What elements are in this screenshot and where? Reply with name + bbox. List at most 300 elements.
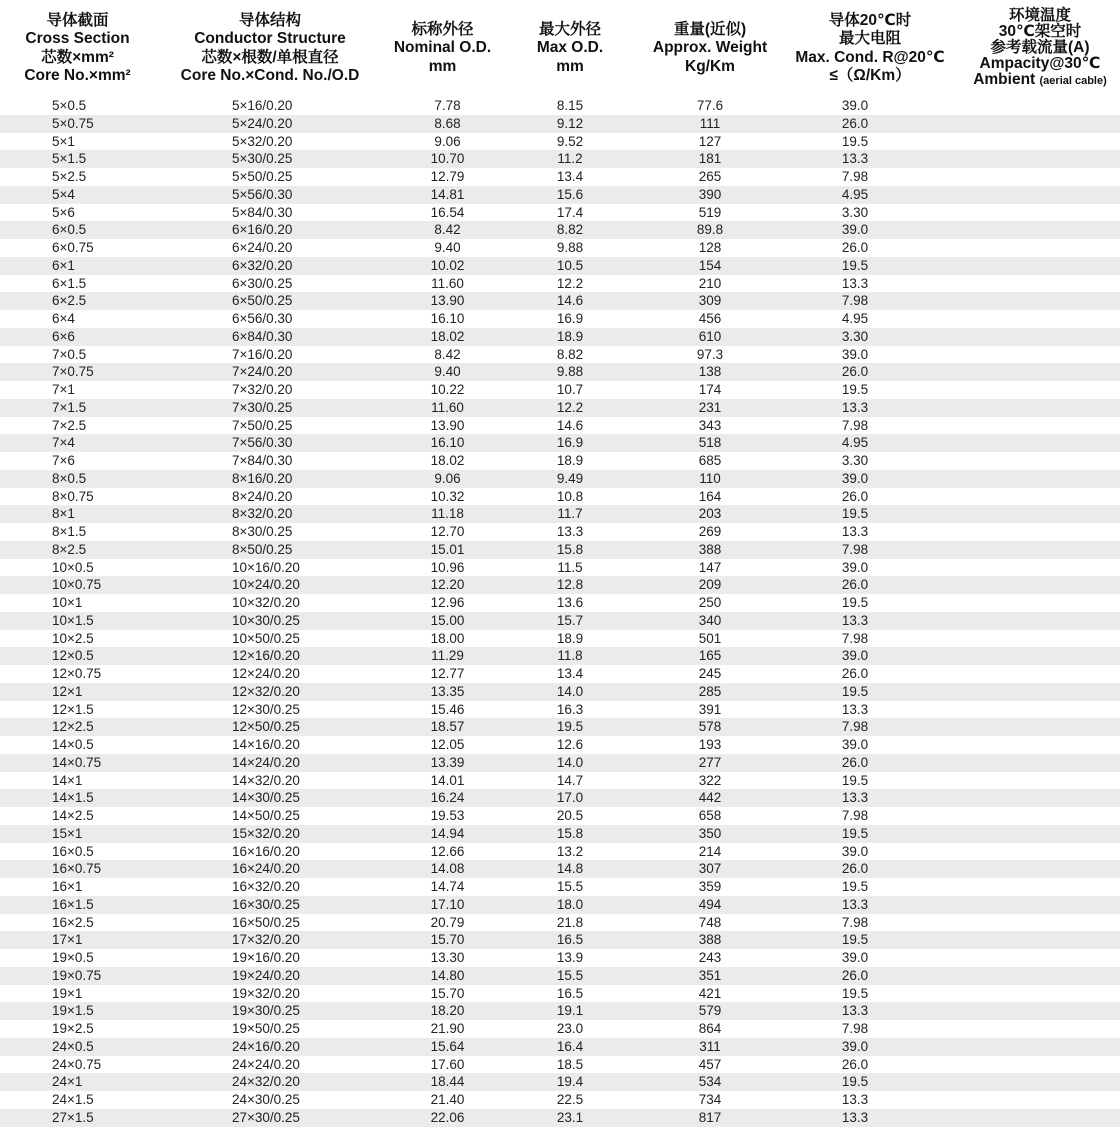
cell-approx-weight: 578 xyxy=(640,718,780,736)
cell-max-od: 16.5 xyxy=(500,985,640,1003)
cell-max-resistance: 3.30 xyxy=(780,328,960,346)
table-row xyxy=(0,150,1120,168)
cell-ampacity xyxy=(960,789,1120,807)
header-ampacity xyxy=(960,0,1120,97)
table-row xyxy=(0,1073,1120,1091)
cell-cross-section: 24×0.75 xyxy=(0,1056,155,1074)
cell-conductor-structure: 14×50/0.25 xyxy=(155,807,385,825)
cell-approx-weight: 209 xyxy=(640,576,780,594)
cell-max-resistance: 19.5 xyxy=(780,133,960,151)
cell-max-od: 15.7 xyxy=(500,612,640,630)
cell-nominal-od: 16.54 xyxy=(385,204,500,222)
cell-approx-weight: 610 xyxy=(640,328,780,346)
table-row xyxy=(0,275,1120,293)
table-row xyxy=(0,914,1120,932)
cell-ampacity xyxy=(960,718,1120,736)
cell-approx-weight: 210 xyxy=(640,275,780,293)
cell-max-resistance: 13.3 xyxy=(780,701,960,719)
header-line: 导体截面 xyxy=(46,11,109,29)
cell-max-resistance: 39.0 xyxy=(780,1038,960,1056)
cell-max-od: 22.5 xyxy=(500,1091,640,1109)
cell-max-od: 17.0 xyxy=(500,789,640,807)
cell-ampacity xyxy=(960,843,1120,861)
cell-ampacity xyxy=(960,221,1120,239)
cell-approx-weight: 391 xyxy=(640,701,780,719)
cell-nominal-od: 22.06 xyxy=(385,1109,500,1127)
cell-max-od: 16.9 xyxy=(500,434,640,452)
cell-approx-weight: 518 xyxy=(640,434,780,452)
table-row xyxy=(0,239,1120,257)
cell-cross-section: 7×0.75 xyxy=(0,363,155,381)
cell-max-od: 10.7 xyxy=(500,381,640,399)
cell-conductor-structure: 5×50/0.25 xyxy=(155,168,385,186)
cell-nominal-od: 8.42 xyxy=(385,346,500,364)
cell-nominal-od: 15.46 xyxy=(385,701,500,719)
cell-max-resistance: 13.3 xyxy=(780,399,960,417)
cell-ampacity xyxy=(960,541,1120,559)
table-row xyxy=(0,310,1120,328)
cell-nominal-od: 16.10 xyxy=(385,434,500,452)
cell-cross-section: 16×1 xyxy=(0,878,155,896)
cell-max-resistance: 13.3 xyxy=(780,789,960,807)
cell-max-od: 13.4 xyxy=(500,168,640,186)
table-row xyxy=(0,292,1120,310)
cell-conductor-structure: 19×24/0.20 xyxy=(155,967,385,985)
cell-nominal-od: 8.68 xyxy=(385,115,500,133)
cell-cross-section: 16×2.5 xyxy=(0,914,155,932)
cell-approx-weight: 817 xyxy=(640,1109,780,1127)
table-row xyxy=(0,949,1120,967)
cell-ampacity xyxy=(960,115,1120,133)
cell-conductor-structure: 10×24/0.20 xyxy=(155,576,385,594)
table-header xyxy=(0,0,1120,97)
cell-cross-section: 14×0.5 xyxy=(0,736,155,754)
cell-ampacity xyxy=(960,701,1120,719)
cell-conductor-structure: 5×16/0.20 xyxy=(155,97,385,115)
cell-cross-section: 8×1.5 xyxy=(0,523,155,541)
table-row xyxy=(0,843,1120,861)
cell-nominal-od: 12.20 xyxy=(385,576,500,594)
cell-ampacity xyxy=(960,967,1120,985)
cell-max-resistance: 26.0 xyxy=(780,239,960,257)
cell-nominal-od: 10.32 xyxy=(385,488,500,506)
cell-cross-section: 6×0.75 xyxy=(0,239,155,257)
cell-cross-section: 19×1 xyxy=(0,985,155,1003)
cell-nominal-od: 15.01 xyxy=(385,541,500,559)
cell-nominal-od: 8.42 xyxy=(385,221,500,239)
header-line: Cross Section xyxy=(25,30,130,47)
cell-approx-weight: 322 xyxy=(640,772,780,790)
cell-approx-weight: 343 xyxy=(640,417,780,435)
cell-cross-section: 27×1.5 xyxy=(0,1109,155,1127)
cell-max-od: 20.5 xyxy=(500,807,640,825)
cell-approx-weight: 214 xyxy=(640,843,780,861)
cell-approx-weight: 97.3 xyxy=(640,346,780,364)
table-row xyxy=(0,1020,1120,1038)
cell-conductor-structure: 5×24/0.20 xyxy=(155,115,385,133)
cell-max-od: 14.6 xyxy=(500,417,640,435)
cell-cross-section: 6×0.5 xyxy=(0,221,155,239)
cell-nominal-od: 13.30 xyxy=(385,949,500,967)
header-conductor-structure xyxy=(155,0,385,97)
cell-cross-section: 6×1 xyxy=(0,257,155,275)
cell-max-resistance: 13.3 xyxy=(780,1002,960,1020)
table-row xyxy=(0,878,1120,896)
cell-max-resistance: 7.98 xyxy=(780,630,960,648)
cell-max-od: 14.8 xyxy=(500,860,640,878)
cell-conductor-structure: 19×16/0.20 xyxy=(155,949,385,967)
cell-max-resistance: 19.5 xyxy=(780,772,960,790)
header-cross-section xyxy=(0,0,155,97)
cell-max-od: 8.82 xyxy=(500,221,640,239)
cell-max-od: 10.8 xyxy=(500,488,640,506)
header-line: 芯数×mm² xyxy=(41,48,114,66)
cell-approx-weight: 127 xyxy=(640,133,780,151)
cell-nominal-od: 21.90 xyxy=(385,1020,500,1038)
cell-ampacity xyxy=(960,328,1120,346)
cell-cross-section: 12×1 xyxy=(0,683,155,701)
cell-conductor-structure: 10×32/0.20 xyxy=(155,594,385,612)
cell-nominal-od: 10.96 xyxy=(385,559,500,577)
cell-cross-section: 10×2.5 xyxy=(0,630,155,648)
header-line: 参考载流量(A) xyxy=(990,39,1090,56)
cell-conductor-structure: 7×16/0.20 xyxy=(155,346,385,364)
table-row xyxy=(0,647,1120,665)
cell-nominal-od: 11.18 xyxy=(385,505,500,523)
cell-nominal-od: 18.02 xyxy=(385,452,500,470)
table-row xyxy=(0,470,1120,488)
cell-nominal-od: 17.10 xyxy=(385,896,500,914)
cell-max-resistance: 7.98 xyxy=(780,718,960,736)
cell-max-resistance: 19.5 xyxy=(780,683,960,701)
cell-max-od: 18.9 xyxy=(500,328,640,346)
cell-max-resistance: 19.5 xyxy=(780,1073,960,1091)
table-row xyxy=(0,772,1120,790)
cell-nominal-od: 19.53 xyxy=(385,807,500,825)
header-line: mm xyxy=(428,57,457,75)
cell-approx-weight: 748 xyxy=(640,914,780,932)
cell-nominal-od: 14.01 xyxy=(385,772,500,790)
header-line: Core No.×mm² xyxy=(24,67,131,84)
cell-nominal-od: 18.00 xyxy=(385,630,500,648)
cell-ampacity xyxy=(960,772,1120,790)
cell-conductor-structure: 10×16/0.20 xyxy=(155,559,385,577)
cell-conductor-structure: 6×24/0.20 xyxy=(155,239,385,257)
table-row xyxy=(0,417,1120,435)
cell-cross-section: 10×1 xyxy=(0,594,155,612)
cell-conductor-structure: 8×30/0.25 xyxy=(155,523,385,541)
table-row xyxy=(0,1109,1120,1127)
cell-max-resistance: 39.0 xyxy=(780,559,960,577)
cell-max-od: 18.5 xyxy=(500,1056,640,1074)
header-line: 芯数×根数/单根直径 xyxy=(201,48,339,66)
cell-approx-weight: 685 xyxy=(640,452,780,470)
cell-conductor-structure: 12×16/0.20 xyxy=(155,647,385,665)
cell-nominal-od: 12.05 xyxy=(385,736,500,754)
cell-max-od: 12.6 xyxy=(500,736,640,754)
cell-cross-section: 5×6 xyxy=(0,204,155,222)
cell-ampacity xyxy=(960,1073,1120,1091)
cell-max-od: 19.5 xyxy=(500,718,640,736)
header-line: Nominal O.D. xyxy=(393,39,492,57)
cell-ampacity xyxy=(960,825,1120,843)
cell-approx-weight: 658 xyxy=(640,807,780,825)
table-row xyxy=(0,434,1120,452)
table-row xyxy=(0,576,1120,594)
cell-max-od: 15.8 xyxy=(500,825,640,843)
cell-approx-weight: 388 xyxy=(640,541,780,559)
cell-max-resistance: 3.30 xyxy=(780,452,960,470)
table-row xyxy=(0,452,1120,470)
cell-cross-section: 5×0.5 xyxy=(0,97,155,115)
cell-nominal-od: 10.02 xyxy=(385,257,500,275)
table-row xyxy=(0,221,1120,239)
table-row xyxy=(0,807,1120,825)
cell-ampacity xyxy=(960,1002,1120,1020)
cell-cross-section: 8×0.5 xyxy=(0,470,155,488)
cell-nominal-od: 12.70 xyxy=(385,523,500,541)
cell-conductor-structure: 5×84/0.30 xyxy=(155,204,385,222)
cell-cross-section: 19×0.5 xyxy=(0,949,155,967)
cell-max-od: 16.4 xyxy=(500,1038,640,1056)
cell-conductor-structure: 12×32/0.20 xyxy=(155,683,385,701)
cell-nominal-od: 16.24 xyxy=(385,789,500,807)
cell-cross-section: 7×1 xyxy=(0,381,155,399)
cell-approx-weight: 307 xyxy=(640,860,780,878)
cell-max-od: 8.82 xyxy=(500,346,640,364)
cell-approx-weight: 351 xyxy=(640,967,780,985)
cell-max-od: 15.5 xyxy=(500,967,640,985)
table-row xyxy=(0,630,1120,648)
cell-max-resistance: 39.0 xyxy=(780,949,960,967)
cell-approx-weight: 147 xyxy=(640,559,780,577)
cell-approx-weight: 111 xyxy=(640,115,780,133)
cell-approx-weight: 243 xyxy=(640,949,780,967)
cell-conductor-structure: 27×30/0.25 xyxy=(155,1109,385,1127)
cell-conductor-structure: 16×50/0.25 xyxy=(155,914,385,932)
cell-max-od: 21.8 xyxy=(500,914,640,932)
cell-cross-section: 12×2.5 xyxy=(0,718,155,736)
cell-ampacity xyxy=(960,1038,1120,1056)
cell-conductor-structure: 14×32/0.20 xyxy=(155,772,385,790)
cell-cross-section: 6×4 xyxy=(0,310,155,328)
cell-cross-section: 8×1 xyxy=(0,505,155,523)
cell-cross-section: 16×0.5 xyxy=(0,843,155,861)
cell-cross-section: 10×1.5 xyxy=(0,612,155,630)
cell-max-resistance: 26.0 xyxy=(780,967,960,985)
cell-max-od: 14.6 xyxy=(500,292,640,310)
cell-conductor-structure: 5×56/0.30 xyxy=(155,186,385,204)
cell-conductor-structure: 24×24/0.20 xyxy=(155,1056,385,1074)
cell-max-od: 9.49 xyxy=(500,470,640,488)
cell-ampacity xyxy=(960,417,1120,435)
cell-ampacity xyxy=(960,257,1120,275)
cell-nominal-od: 12.77 xyxy=(385,665,500,683)
table-row xyxy=(0,896,1120,914)
cell-ampacity xyxy=(960,559,1120,577)
header-max-od xyxy=(500,0,640,97)
cell-cross-section: 17×1 xyxy=(0,931,155,949)
table-row xyxy=(0,789,1120,807)
cell-cross-section: 7×0.5 xyxy=(0,346,155,364)
cell-cross-section: 24×1.5 xyxy=(0,1091,155,1109)
cell-max-resistance: 19.5 xyxy=(780,594,960,612)
cell-ampacity xyxy=(960,168,1120,186)
table-row xyxy=(0,736,1120,754)
cell-cross-section: 16×0.75 xyxy=(0,860,155,878)
cell-cross-section: 12×0.5 xyxy=(0,647,155,665)
table-row xyxy=(0,1002,1120,1020)
cell-max-od: 19.4 xyxy=(500,1073,640,1091)
cell-cross-section: 19×2.5 xyxy=(0,1020,155,1038)
table-row xyxy=(0,612,1120,630)
header-line: 标称外径 xyxy=(411,20,474,38)
table-row xyxy=(0,381,1120,399)
header-line: 环境温度 xyxy=(1008,7,1071,24)
cell-cross-section: 5×1.5 xyxy=(0,150,155,168)
cell-approx-weight: 359 xyxy=(640,878,780,896)
cell-conductor-structure: 10×50/0.25 xyxy=(155,630,385,648)
cell-conductor-structure: 7×24/0.20 xyxy=(155,363,385,381)
cell-cross-section: 12×1.5 xyxy=(0,701,155,719)
cell-nominal-od: 13.90 xyxy=(385,417,500,435)
cell-conductor-structure: 7×50/0.25 xyxy=(155,417,385,435)
cell-conductor-structure: 24×16/0.20 xyxy=(155,1038,385,1056)
cell-max-resistance: 13.3 xyxy=(780,275,960,293)
cell-approx-weight: 174 xyxy=(640,381,780,399)
cell-max-od: 12.8 xyxy=(500,576,640,594)
cell-cross-section: 19×0.75 xyxy=(0,967,155,985)
cell-nominal-od: 17.60 xyxy=(385,1056,500,1074)
cell-approx-weight: 269 xyxy=(640,523,780,541)
cell-approx-weight: 203 xyxy=(640,505,780,523)
cell-nominal-od: 18.44 xyxy=(385,1073,500,1091)
cell-max-od: 18.9 xyxy=(500,630,640,648)
cell-approx-weight: 309 xyxy=(640,292,780,310)
header-line: 最大外径 xyxy=(538,20,601,38)
table-row xyxy=(0,825,1120,843)
cell-max-od: 23.1 xyxy=(500,1109,640,1127)
cell-cross-section: 5×1 xyxy=(0,133,155,151)
table-row xyxy=(0,328,1120,346)
table-row xyxy=(0,683,1120,701)
cell-approx-weight: 128 xyxy=(640,239,780,257)
cell-max-resistance: 26.0 xyxy=(780,115,960,133)
header-line: Max O.D. xyxy=(536,39,604,57)
cell-max-od: 17.4 xyxy=(500,204,640,222)
cell-max-resistance: 13.3 xyxy=(780,1109,960,1127)
header-approx-weight xyxy=(640,0,780,97)
cell-approx-weight: 457 xyxy=(640,1056,780,1074)
cell-nominal-od: 9.06 xyxy=(385,133,500,151)
cell-conductor-structure: 16×16/0.20 xyxy=(155,843,385,861)
cell-approx-weight: 442 xyxy=(640,789,780,807)
cell-nominal-od: 20.79 xyxy=(385,914,500,932)
cell-approx-weight: 494 xyxy=(640,896,780,914)
cell-ampacity xyxy=(960,346,1120,364)
cell-ampacity xyxy=(960,594,1120,612)
table-row xyxy=(0,559,1120,577)
cell-max-od: 15.6 xyxy=(500,186,640,204)
cell-nominal-od: 18.57 xyxy=(385,718,500,736)
cell-nominal-od: 11.29 xyxy=(385,647,500,665)
table-row xyxy=(0,1091,1120,1109)
cell-max-resistance: 13.3 xyxy=(780,896,960,914)
cell-cross-section: 7×1.5 xyxy=(0,399,155,417)
cell-nominal-od: 15.70 xyxy=(385,931,500,949)
cell-approx-weight: 534 xyxy=(640,1073,780,1091)
cell-ampacity xyxy=(960,576,1120,594)
cell-nominal-od: 18.20 xyxy=(385,1002,500,1020)
cell-ampacity xyxy=(960,630,1120,648)
cell-max-od: 12.2 xyxy=(500,399,640,417)
table-row xyxy=(0,665,1120,683)
header-line: Approx. Weight xyxy=(652,39,768,57)
cell-approx-weight: 277 xyxy=(640,754,780,772)
cell-ampacity xyxy=(960,239,1120,257)
header-row xyxy=(0,0,1120,97)
cell-cross-section: 19×1.5 xyxy=(0,1002,155,1020)
table-row xyxy=(0,168,1120,186)
cell-nominal-od: 16.10 xyxy=(385,310,500,328)
table-row xyxy=(0,931,1120,949)
cell-approx-weight: 89.8 xyxy=(640,221,780,239)
cell-max-od: 9.88 xyxy=(500,239,640,257)
cell-max-od: 15.8 xyxy=(500,541,640,559)
cell-max-resistance: 26.0 xyxy=(780,665,960,683)
cell-cross-section: 6×2.5 xyxy=(0,292,155,310)
cell-nominal-od: 13.39 xyxy=(385,754,500,772)
cell-ampacity xyxy=(960,1020,1120,1038)
cell-cross-section: 10×0.5 xyxy=(0,559,155,577)
cell-ampacity xyxy=(960,523,1120,541)
cell-conductor-structure: 7×30/0.25 xyxy=(155,399,385,417)
cell-max-od: 8.15 xyxy=(500,97,640,115)
cell-conductor-structure: 12×30/0.25 xyxy=(155,701,385,719)
cell-nominal-od: 14.80 xyxy=(385,967,500,985)
table-row xyxy=(0,523,1120,541)
cell-approx-weight: 421 xyxy=(640,985,780,1003)
cell-ampacity xyxy=(960,292,1120,310)
cell-ampacity xyxy=(960,1109,1120,1127)
header-nominal-od xyxy=(385,0,500,97)
cell-max-od: 9.88 xyxy=(500,363,640,381)
cell-conductor-structure: 5×32/0.20 xyxy=(155,133,385,151)
cell-conductor-structure: 5×30/0.25 xyxy=(155,150,385,168)
cell-max-resistance: 39.0 xyxy=(780,736,960,754)
cell-nominal-od: 9.40 xyxy=(385,239,500,257)
cell-max-resistance: 26.0 xyxy=(780,754,960,772)
table-row xyxy=(0,860,1120,878)
header-line: Conductor Structure xyxy=(194,30,346,47)
cell-conductor-structure: 6×32/0.20 xyxy=(155,257,385,275)
cell-approx-weight: 265 xyxy=(640,168,780,186)
cell-max-od: 14.0 xyxy=(500,683,640,701)
cell-nominal-od: 14.81 xyxy=(385,186,500,204)
cell-approx-weight: 165 xyxy=(640,647,780,665)
cell-ampacity xyxy=(960,754,1120,772)
cell-conductor-structure: 16×24/0.20 xyxy=(155,860,385,878)
table-row xyxy=(0,186,1120,204)
table-row xyxy=(0,363,1120,381)
cell-approx-weight: 388 xyxy=(640,931,780,949)
cell-conductor-structure: 16×32/0.20 xyxy=(155,878,385,896)
cell-max-resistance: 19.5 xyxy=(780,505,960,523)
cell-max-od: 11.7 xyxy=(500,505,640,523)
table-row xyxy=(0,718,1120,736)
cell-max-resistance: 4.95 xyxy=(780,310,960,328)
header-line: Kg/Km xyxy=(685,57,735,75)
